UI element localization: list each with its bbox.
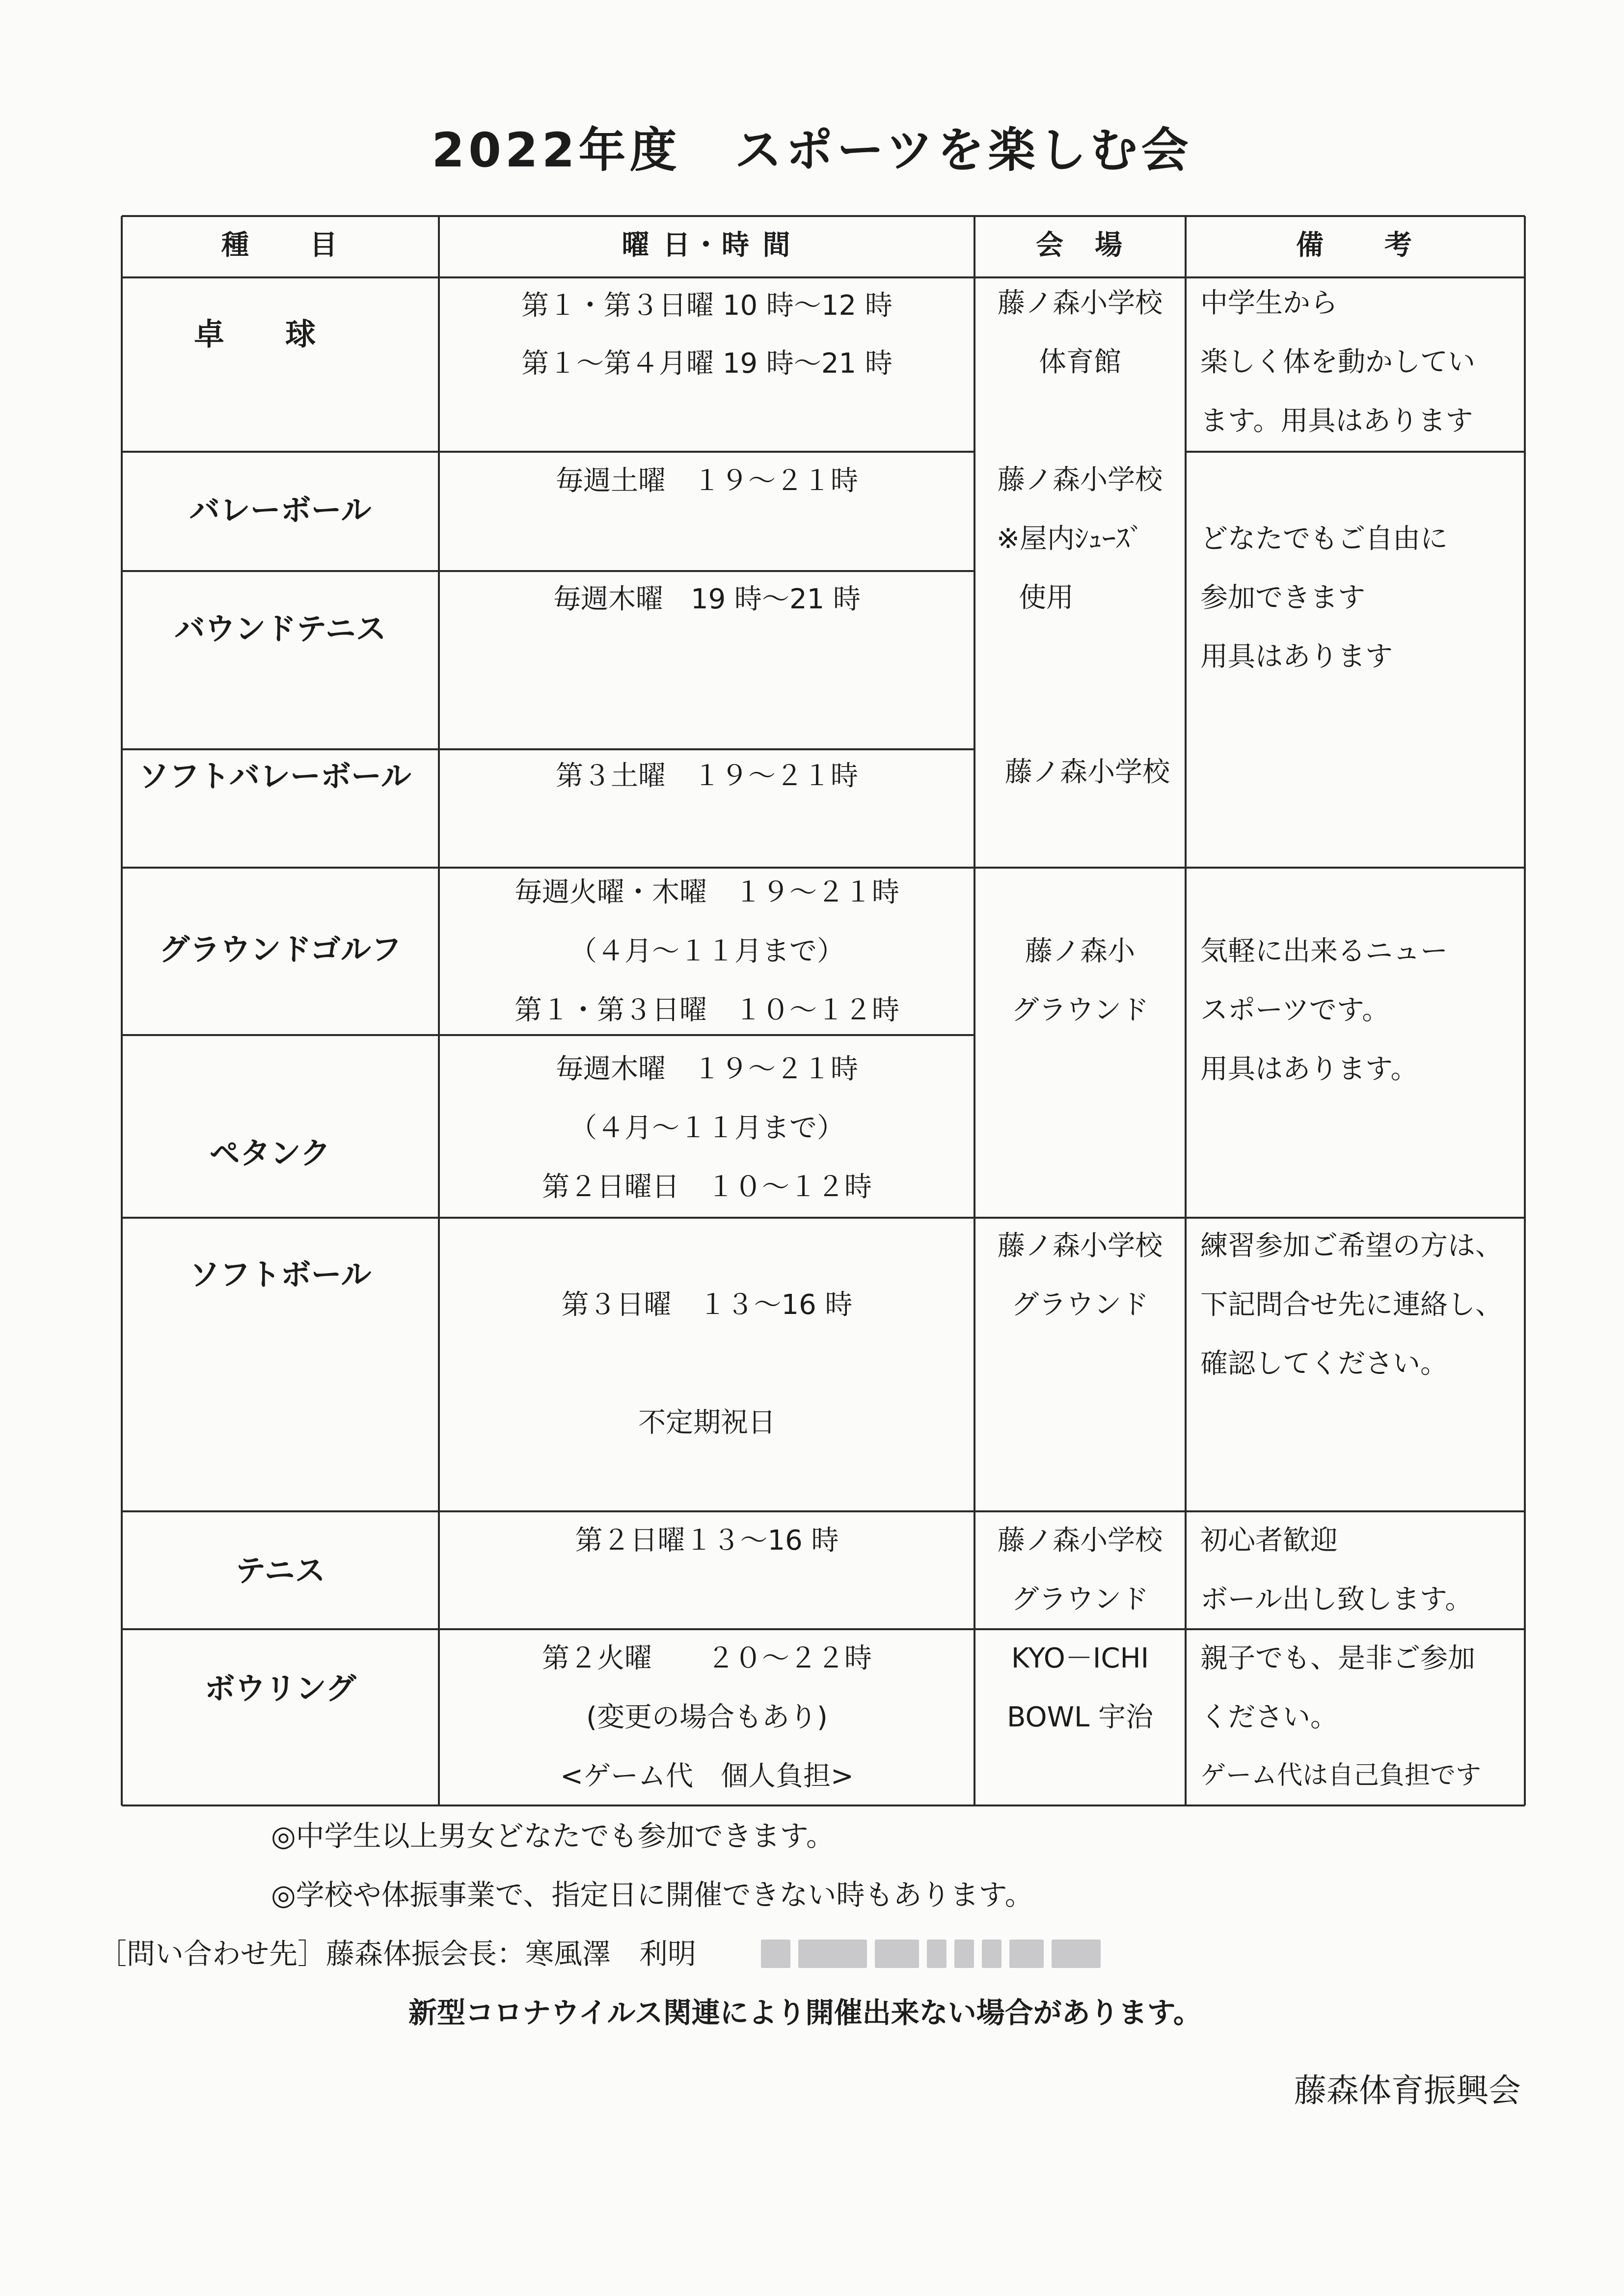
organization-name: 藤森体育振興会 (1294, 2072, 1521, 2109)
header-schedule: 曜 日・時 間 (622, 229, 792, 261)
schedule-line: （４月～１１月まで） (569, 1112, 844, 1144)
note-line: 気軽に出来るニュー (1200, 935, 1448, 967)
note-line: 用具はあります (1200, 641, 1393, 673)
header-event: 種 目 (221, 229, 339, 261)
note-line: 親子でも、是非ご参加 (1200, 1642, 1475, 1674)
venue-line: 体育館 (1039, 346, 1121, 378)
footer-note-cancellation: ◎学校や体振事業で、指定日に開催できない時もあります。 (271, 1878, 1033, 1912)
venue-line: 藤ノ森小学校 (1005, 756, 1170, 788)
venue-line: グラウンド (1011, 1289, 1149, 1321)
note-line: 下記問合せ先に連絡し、 (1200, 1289, 1503, 1321)
schedule-line: 毎週火曜・木曜 １９～２１時 (514, 876, 899, 908)
note-line: 楽しく体を動かしてい (1200, 346, 1475, 378)
schedule-line: （４月～１１月まで） (569, 935, 844, 967)
schedule-line: (変更の場合もあり) (586, 1701, 828, 1733)
note-line: ください。 (1200, 1701, 1338, 1733)
event-bound-tennis: バウンドテニス (174, 611, 386, 647)
header-notes: 備 考 (1296, 229, 1414, 261)
schedule-line: 第３土曜 １９～２１時 (556, 760, 858, 792)
event-volleyball: バレーボール (189, 492, 372, 528)
venue-line: KYO－ICHI (1011, 1642, 1149, 1674)
schedule-line: 第１・第３日曜 10 時～12 時 (521, 290, 893, 322)
event-bowling: ボウリング (204, 1670, 356, 1706)
schedule-line: <ゲーム代 個人負担> (560, 1760, 854, 1792)
redacted-phone-number (761, 1937, 1134, 1970)
schedule-line: 毎週土曜 １９～２１時 (556, 465, 858, 497)
footer-note-participation: ◎中学生以上男女どなたでも参加できます。 (271, 1819, 835, 1853)
schedule-line: 第２日曜１３～16 時 (575, 1525, 839, 1557)
title-year: 2022年度 (432, 123, 681, 178)
schedule-line: 第１～第４月曜 19 時～21 時 (521, 348, 893, 380)
note-line: 確認してください。 (1200, 1348, 1448, 1380)
venue-line: BOWL 宇治 (1007, 1701, 1153, 1733)
note-line: 初心者歓迎 (1200, 1525, 1338, 1557)
event-petanque: ペタンク (209, 1135, 331, 1171)
note-line: 参加できます (1200, 582, 1365, 614)
event-soft-volleyball: ソフトバレーボール (138, 758, 411, 794)
note-line: ます。用具はあります (1200, 405, 1473, 437)
document-title (0, 113, 1624, 180)
note-line: 練習参加ご希望の方は、 (1200, 1230, 1503, 1262)
note-line: スポーツです。 (1200, 994, 1390, 1026)
schedule-line: 第３日曜 １３～16 時 (561, 1289, 853, 1321)
schedule-line: 不定期祝日 (638, 1407, 776, 1439)
event-tennis: テニス (235, 1553, 325, 1588)
venue-line: 藤ノ森小学校 (998, 1525, 1163, 1557)
note-line: ゲーム代は自己負担です (1200, 1761, 1482, 1790)
note-line: 中学生から (1200, 287, 1338, 319)
header-venue: 会 場 (1036, 229, 1124, 261)
venue-line: ※屋内ｼｭｰｽﾞ (997, 523, 1143, 555)
venue-line: グラウンド (1011, 1584, 1149, 1615)
schedule-line: 毎週木曜 19 時～21 時 (553, 583, 861, 615)
note-line: 用具はあります。 (1200, 1053, 1418, 1085)
venue-line: 使用 (1019, 582, 1074, 614)
event-table-tennis: 卓 球 (194, 316, 316, 352)
footer-covid-warning: 新型コロナウイルス関連により開催出来ない場合があります。 (408, 1996, 1202, 2029)
venue-line: 藤ノ森小 (1025, 935, 1135, 967)
venue-line: グラウンド (1011, 994, 1149, 1026)
title-main: スポーツを楽しむ会 (734, 123, 1192, 178)
note-line: ボール出し致します。 (1200, 1584, 1473, 1615)
footer-contact: ［問い合わせ先］藤森体振会長：寒風澤 利明 (98, 1937, 697, 1970)
schedule-line: 第２火曜 ２０～２２時 (542, 1642, 872, 1674)
note-line: どなたでもご自由に (1200, 523, 1448, 555)
event-ground-golf: グラウンドゴルフ (159, 931, 402, 967)
event-softball: ソフトボール (189, 1257, 372, 1292)
schedule-line: 第１・第３日曜 １０～１２時 (514, 994, 899, 1026)
venue-line: 藤ノ森小学校 (998, 1230, 1163, 1262)
schedule-line: 第２日曜日 １０～１２時 (542, 1171, 872, 1203)
venue-line: 藤ノ森小学校 (998, 287, 1163, 319)
venue-line: 藤ノ森小学校 (998, 464, 1163, 496)
schedule-line: 毎週木曜 １９～２１時 (556, 1053, 858, 1085)
